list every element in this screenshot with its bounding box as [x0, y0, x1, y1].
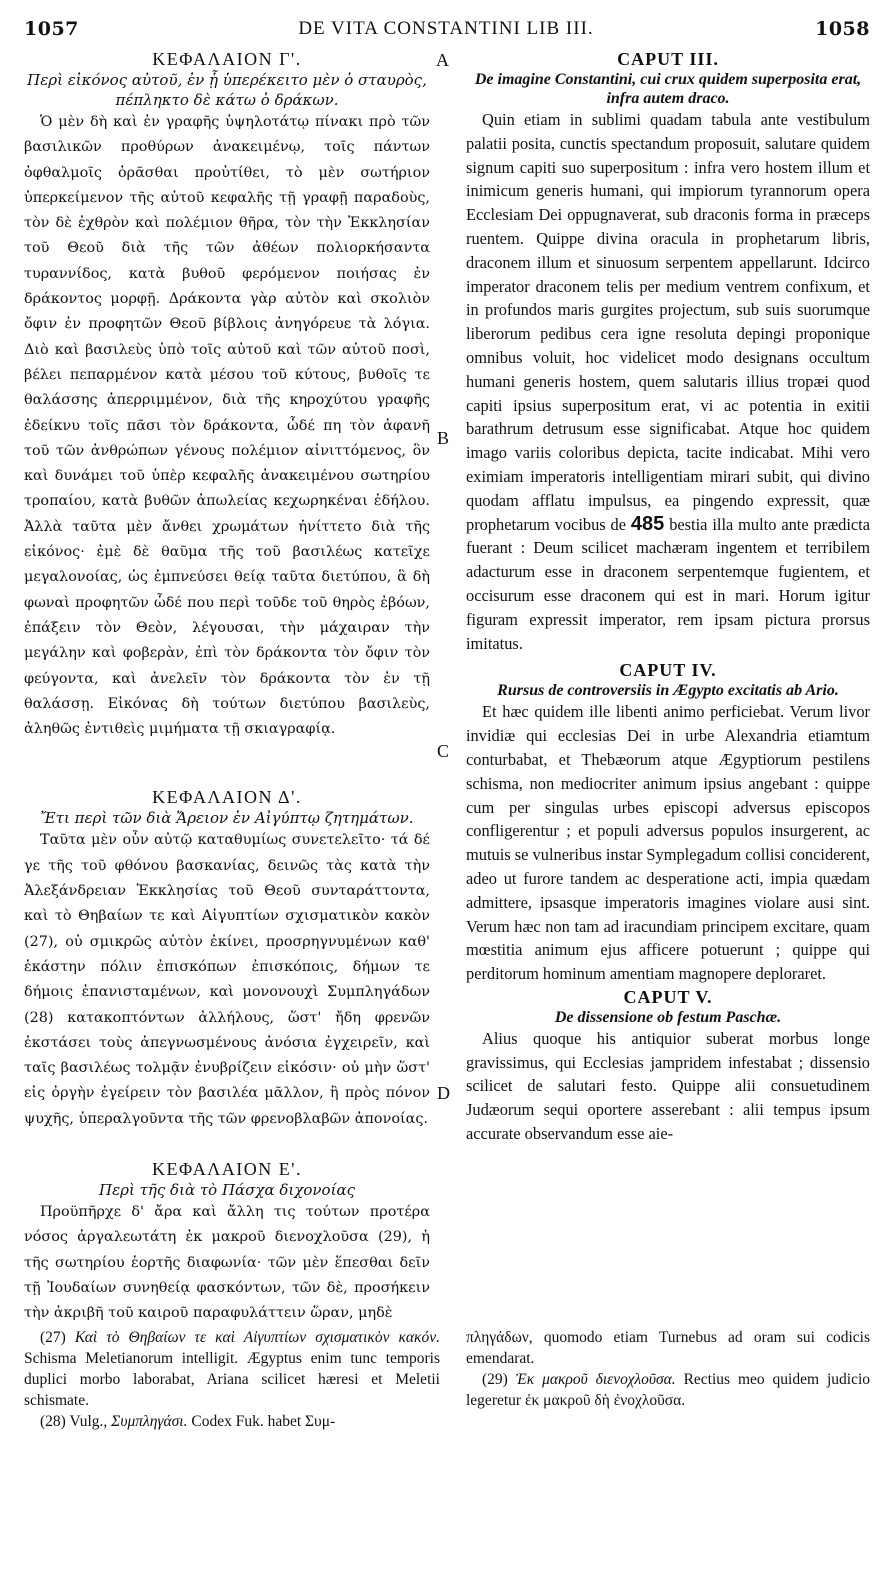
chapter-heading: ΚΕΦΑΛΑΙΟΝ Ε'. [151, 1158, 303, 1179]
chapter-subtitle: Ἔτι περὶ τῶν διὰ Ἄρειον ἐν Αἰγύπτῳ ζητημάτων. [40, 809, 414, 828]
margin-marker-a: A [436, 50, 449, 70]
chapter-subtitle: De dissensione ob festum Paschæ. [554, 1008, 782, 1026]
chapter-heading: CAPUT IV. [619, 660, 717, 681]
footnote-text: Rectius meo quidem judicio legeretur ἐκ μακροῦ δὴ ἐνοχλοῦσα. [466, 1371, 871, 1409]
latin-chapter-4 [466, 659, 870, 986]
chapter-heading: ΚΕΦΑΛΑΙΟΝ Δ'. [152, 787, 302, 808]
chapter-text [466, 108, 870, 655]
running-title: DE VITA CONSTANTINI LIB III. [298, 18, 594, 39]
footnote-28-continuation: πληγάδων, quomodo etiam Turnebus ad oram sui codicis emendarat. [466, 1329, 870, 1367]
greek-chapter-5 [24, 1158, 430, 1326]
greek-column [24, 48, 430, 1326]
chapter-text: Alius quoque his antiquior suberat morbus longe gravissimus, qui Ecclesias jampridem infestabat ; dissensio scilicet de salutari festo. Quippe alii consuetudinem Judæorum sequi oportere asserebant : alii tempus ipsum accurate observandum esse aie- [466, 1028, 870, 1144]
footnote-number: (29) [482, 1371, 508, 1388]
chapter-heading: CAPUT V. [623, 986, 713, 1007]
latin-column [466, 48, 870, 1146]
chapter-subtitle: Rursus de controversiis in Ægypto excitatis ab Ario. [497, 682, 839, 700]
migne-page-number: 485 [630, 512, 665, 535]
chapter-text: Ὁ μὲν δὴ καὶ ἐν γραφῆς ὑψηλοτάτῳ πίνακι πρὸ τῶν βασιλικῶν προθύρων ἀνακειμένῳ, τοῖς πάντων ὀφθαλμοῖς ὁρᾶσθαι προὐτίθει, τὸ μὲν σωτήριον ὑπερκείμενον τῆς αὐτοῦ κεφαλῆς τῇ γραφῇ παραδοὺς, τὸν δὲ ἐχθρὸν καὶ πολέμιον θῆρα, τὸν τὴν Ἐκκλησίαν τοῦ Θεοῦ διὰ τῆς τῶν ἀθέων πολιορκήσαντα τυραννίδος, κατὰ βυθοῦ φερόμενον ποιήσας ἐν δράκοντος μορφῇ. Δράκοντα γὰρ αὐτὸν καὶ σκολιὸν ὄφιν ἐν προφητῶν Θεοῦ βίβλοις ἀνηγόρευε τὰ λόγια. Διὸ καὶ βασιλεὺς ὑπὸ τοῖς αὐτοῦ καὶ τῶν αὐτοῦ ποσὶ, βέλει πεπαρμένον κατὰ μέσου τοῦ κύτους, βυθοῖς τε θαλάσσης ἀπερριμμένον, διὰ τῆς κηροχύτου γραφῆς ἐδείκνυ τοῖς πᾶσι τὸν δράκοντα, ὧδέ πη τὸν ἀφανῆ τοῦ τῶν ἀνθρώπων γένους πολέμιον αἰνιττόμενος, ὃν καὶ δυνάμει τοῦ ὑπὲρ κεφαλῆς ἀνακειμένου σωτηρίου τροπαίου, κατὰ βυθῶν ἀπωλείας κεχωρηκέναι ἐδήλου. Ἀλλὰ ταῦτα μὲν ἄνθει χρωμάτων ἠνίττετο διὰ τῆς εἰκόνος· ἐμὲ δὲ θαῦμα τῆς τοῦ βασιλέως κατεῖχε μεγαλονοίας, ὡς ἐμπνεύσει θείᾳ ταῦτα διετύπου, ἃ δὴ φωναὶ προφητῶν ὧδέ που περὶ τοῦδε τοῦ θηρὸς ἐβόων, ἐπάξειν τὸν Θεὸν, λέγουσαι, τὴν μάχαιραν τὴν μεγάλην καὶ φοβερὰν, ἐπὶ τὸν δράκοντα τὸν ὄφιν τὸν φεύγοντα, καὶ ἀνελεῖν τὸν δράκοντα τὸν ἐν τῇ θαλάσσῃ. Εἰκόνας δὴ τούτων διετύπου βασιλεὺς, ἀληθῶς ἐντιθεὶς μιμήματα τῇ σκιαγραφίᾳ. [24, 114, 430, 738]
chapter-text: Et hæc quidem ille libenti animo perficiebat. Verum livor invidiæ qui ecclesias Dei in urbe Alexandria etiamtum conturbabat, et Thebæorum atque Ægyptiorum pestilens schisma, non mediocriter animum ipsius angebant : quippe cum per singulas urbes episcopi adversus episcopos confligerentur ; et populi adversus populos insurgerent, ac mutuis se vulneribus instar Symplegadum collisi conciderent, adeo ut furore tandem ac desperatione acti, impia quædam admittere, ipsasque imperatoris imagines violare ausi sint. Verum hæc non tam ad iracundiam principem excitare, quam mœstitia animum ejus afficere potuerunt ; quippe qui perditorum hominum amentiam magnopere deploraret. [466, 702, 870, 984]
latin-chapter-5 [466, 986, 870, 1146]
margin-marker-d: D [437, 1083, 450, 1103]
greek-chapter-4 [24, 786, 430, 1132]
margin-marker-b: B [437, 428, 450, 448]
footnote-28 [24, 1411, 440, 1432]
chapter-heading: CAPUT III. [617, 49, 719, 69]
footnotes-right [466, 1327, 870, 1411]
chapter-subtitle: Περὶ εἰκόνος αὐτοῦ, ἐν ᾗ ὑπερέκειτο μὲν ὁ σταυρὸς, πέπληκτο δὲ κάτω ὁ δράκων. [27, 71, 427, 109]
footnote-29 [466, 1369, 870, 1411]
footnote-number: (28) [40, 1413, 66, 1430]
footnote-text: Schisma Meletianorum intelligit. Ægyptus enim tunc temporis duplici morbo laborabat, Ariana scilicet hæresi et Meletii schismate. [24, 1350, 440, 1409]
chapter-text-part-2: bestia illa multo ante prædicta fuerant : Deum scilicet machæram ingentem et terribilem adacturum esse in draconem serpentemque fugientem, et occisurum esse draconem qui est in mari. Horum igitur figuram expressit imperator, rem ipsam pictura prorsus imitatus. [466, 514, 870, 653]
footnote-text: Vulg., [69, 1413, 108, 1430]
chapter-text: Προϋπῆρχε δ' ἄρα καὶ ἄλλη τις τούτων προτέρα νόσος ἀργαλεωτάτη ἐκ μακροῦ διενοχλοῦσα (29), ἡ τῆς σωτηρίου ἑορτῆς διαφωνία· τῶν μὲν ἕπεσθαι δεῖν τῇ Ἰουδαίων συνηθείᾳ φασκόντων, τῶν δὲ, προσήκειν τὴν ἀκριβῆ τοῦ καιροῦ παραφυλάττειν ὥραν, μηδὲ [24, 1203, 430, 1322]
chapter-subtitle: De imagine Constantini, cui crux quidem superposita erat, infra autem draco. [474, 71, 862, 107]
left-page-number: 1057 [24, 18, 79, 40]
footnote-27 [24, 1327, 440, 1411]
footnotes-left [24, 1327, 440, 1432]
footnote-lemma: Συμπληγάσι. [111, 1413, 188, 1430]
margin-marker-c: C [437, 741, 450, 761]
footnote-number: (27) [40, 1329, 66, 1346]
chapter-subtitle: Περὶ τῆς διὰ τὸ Πάσχα διχονοίας [99, 1180, 355, 1199]
chapter-text-part-1: Quin etiam in sublimi quadam tabula ante vestibulum palatii posita, cunctis spectandum proposuit, salutare quidem signum capiti suo superpositum : infra vero hostem illum et inimicum generis humani, qui impiorum tyrannorum opera Ecclesiam Dei oppugnaverat, sub draconis forma in præceps ruentem. Quippe divina oracula in prophetarum libris, draconem illum et sinuosum serpentem appellarunt. Idcirco imperator draconem telis per medium ventrem confixum, et in profundos maris gurgites projectum, sub suis suorumque liberorum pedibus cera igne resoluta depingi proponique omnibus voluit, hoc videlicet modo designans occultum humani generis hostem, quem salutaris illius tropæi quod capiti ipsius superpositum erat, vi ac potentia in exitii barathrum detrusum esse significabat. Atque hoc quidem imago variis coloribus depicta, tacite indicabat. Mihi vero eximiam imperatoris intelligentiam mirari subit, qui divino quodam afflatu impulsus, ea pingendo expressit, quæ prophetarum vocibus de [466, 110, 870, 534]
footnote-text: Codex Fuk. habet Συμ- [191, 1413, 336, 1430]
right-page-number: 1058 [815, 18, 870, 40]
footnote-lemma: Ἐκ μακροῦ διενοχλοῦσα. [515, 1371, 676, 1388]
latin-chapter-3 [466, 48, 870, 655]
chapter-text: Ταῦτα μὲν οὖν αὐτῷ καταθυμίως συνετελεῖτο· τά δέ γε τῆς τοῦ φθόνου βασκανίας, δεινῶς τὰς κατὰ τὴν Ἀλεξάνδρειαν Ἐκκλησίας τοῦ Θεοῦ συνταράττοντα, καὶ τὸ Θηβαίων τε καὶ Αἰγυπτίων σχισματικὸν κακὸν (27), οὐ σμικρῶς αὐτὸν ἐκίνει, προσρηγνυμένων καθ' ἑκάστην πόλιν ἐπισκόπων ἐπισκόποις, δήμων τε δήμοις ἐπανισταμένων, καὶ μονονουχὶ Συμπληγάδων (28) κατακοπτόντων ἀλλήλους, ὥστ' ἤδη φρενῶν ἐκστάσει τοὺς ἀπεγνωσμένους ἀνόσια ἐγχειρεῖν, καὶ ταῖς βασιλέως τολμᾷν ἐνυβρίζειν εἰκόσιν· οὐ μὴν ὥστ' εἰς ὀργὴν ἐγείρειν τὸν βασιλέα μᾶλλον, ἢ πρὸς πόνον ψυχῆς, ὑπεραλγοῦντα τῆς τῶν φρενοβλαβῶν ἀπονοίας. [24, 832, 430, 1127]
greek-chapter-3 [24, 48, 430, 742]
chapter-heading: ΚΕΦΑΛΑΙΟΝ Γ'. [152, 49, 302, 69]
footnote-lemma: Καὶ τὸ Θηβαίων τε καὶ Αἰγυπτίων σχισματικὸν κακόν. [74, 1329, 440, 1346]
